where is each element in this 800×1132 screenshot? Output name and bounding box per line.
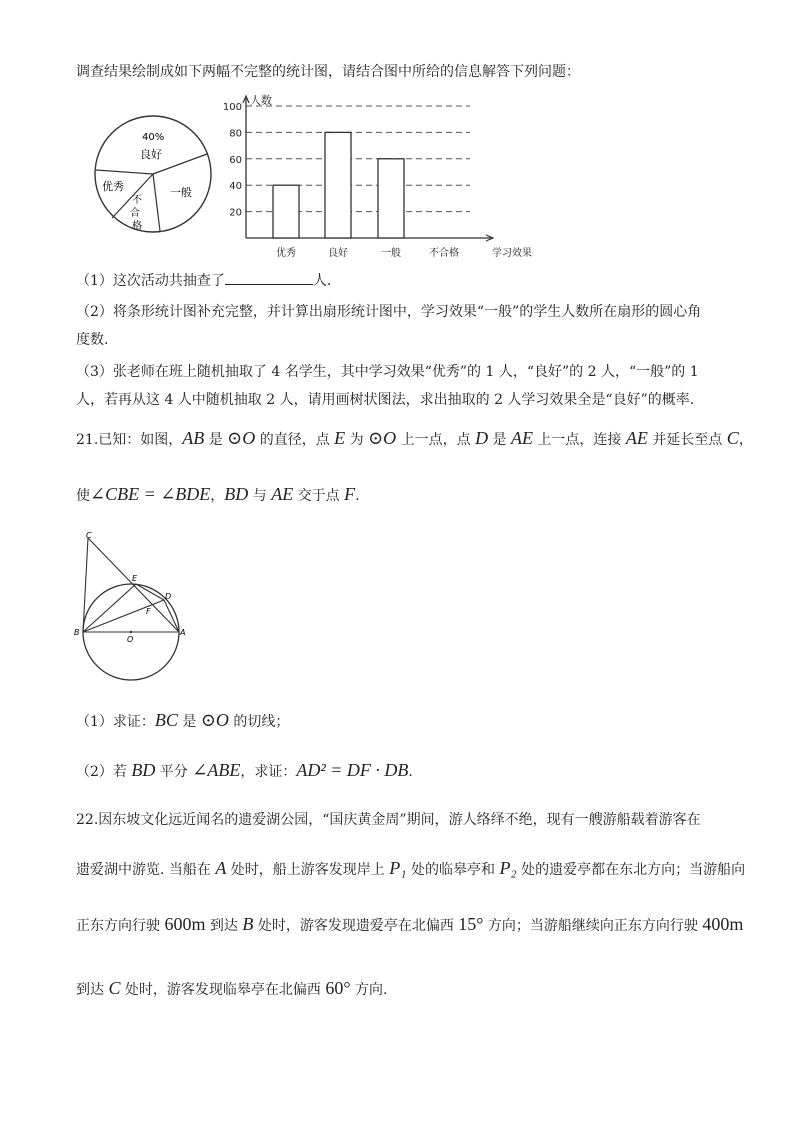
pie-chart <box>90 110 220 240</box>
q21-line2: 使∠CBE = ∠BDE，BD 与 AE 交于点 F. <box>76 484 360 504</box>
pie-label-good: 良好 <box>140 148 162 161</box>
q22-line4: 到达 C 处时，游客发现临皋亭在北偏西 60° 方向. <box>76 978 388 998</box>
pie-label-average: 一般 <box>170 186 192 199</box>
pie-label-excellent: 优秀 <box>102 180 124 193</box>
label-C: C <box>86 531 92 540</box>
label-D: D <box>165 592 172 601</box>
bar-chart <box>218 92 548 260</box>
y-tick-label: 80 <box>229 128 242 140</box>
label-B: B <box>74 628 80 637</box>
y-tick-label: 60 <box>229 154 242 166</box>
q20-part3-line2: 人，若再从这 4 人中随机抽取 2 人，请用画树状图法，求出抽取的 2 人学习效果全是“良好”的概率. <box>76 392 695 408</box>
q21-line1: 21.已知：如图，AB 是 ⊙O 的直径，点 E 为 ⊙O 上一点，点 D 是 AE 上一点，连接 AE 并延长至点 C， <box>76 428 753 448</box>
x-axis-label: 学习效果 <box>492 248 532 259</box>
q22-line2: 遗爱湖中游览. 当船在 A 处时，船上游客发现岸上 P₁ 处的临皋亭和 P₂ 处的遗爱亭都在东北方向；当游船向 <box>76 858 746 878</box>
x-tick-label: 一般 <box>381 248 401 259</box>
answer-blank <box>225 270 313 285</box>
bar <box>325 132 351 238</box>
q21-part2: （2）若 BD 平分 ∠ABE，求证：AD² = DF · DB. <box>76 760 413 780</box>
q20-part2-line1: （2）将条形统计图补充完整，并计算出扇形统计图中，学习效果“一般”的学生人数所在扇形的圆心角 <box>76 304 702 320</box>
bar <box>378 159 404 238</box>
label-E: E <box>132 574 138 583</box>
q22-line1: 22.因东坡文化远近闻名的遗爱湖公园，“国庆黄金周”期间，游人络绎不绝，现有一艘游船载着游客在 <box>76 812 701 828</box>
pie-label-fail-2: 合 <box>130 208 140 219</box>
q22-line3: 正东方向行驶 600m 到达 B 处时，游客发现遗爱亭在北偏西 15° 方向；当游船继续向正东方向行驶 400m <box>76 914 744 934</box>
x-tick-label: 良好 <box>328 248 348 259</box>
label-F: F <box>146 607 151 616</box>
label-O: O <box>127 635 134 644</box>
label-A: A <box>180 628 186 637</box>
q20-part1: （1）这次活动共抽查了 人. <box>76 270 331 291</box>
q20-part3-line1: （3）张老师在班上随机抽取了 4 名学生，其中学习效果“优秀”的 1 人，“良好”的 2 人，“一般”的 1 <box>76 364 699 380</box>
pie-label-fail-1: 不 <box>132 195 142 206</box>
x-tick-label: 不合格 <box>429 248 459 259</box>
x-tick-label: 优秀 <box>276 248 296 259</box>
y-tick-label: 40 <box>229 181 242 193</box>
pie-label-fail-3: 格 <box>132 221 142 232</box>
y-axis-label: 人数 <box>250 94 272 107</box>
intro-text: 调查结果绘制成如下两幅不完整的统计图，请结合图中所给的信息解答下列问题： <box>76 64 580 80</box>
pie-pct-label: 40% <box>142 132 165 143</box>
q21-part1: （1）求证：BC 是 ⊙O 的切线； <box>76 710 290 730</box>
bar <box>273 185 299 238</box>
y-tick-label: 100 <box>222 102 242 113</box>
geometry-figure <box>70 526 200 686</box>
y-tick-label: 20 <box>229 207 242 219</box>
q20-part2-line2: 度数. <box>76 332 109 348</box>
